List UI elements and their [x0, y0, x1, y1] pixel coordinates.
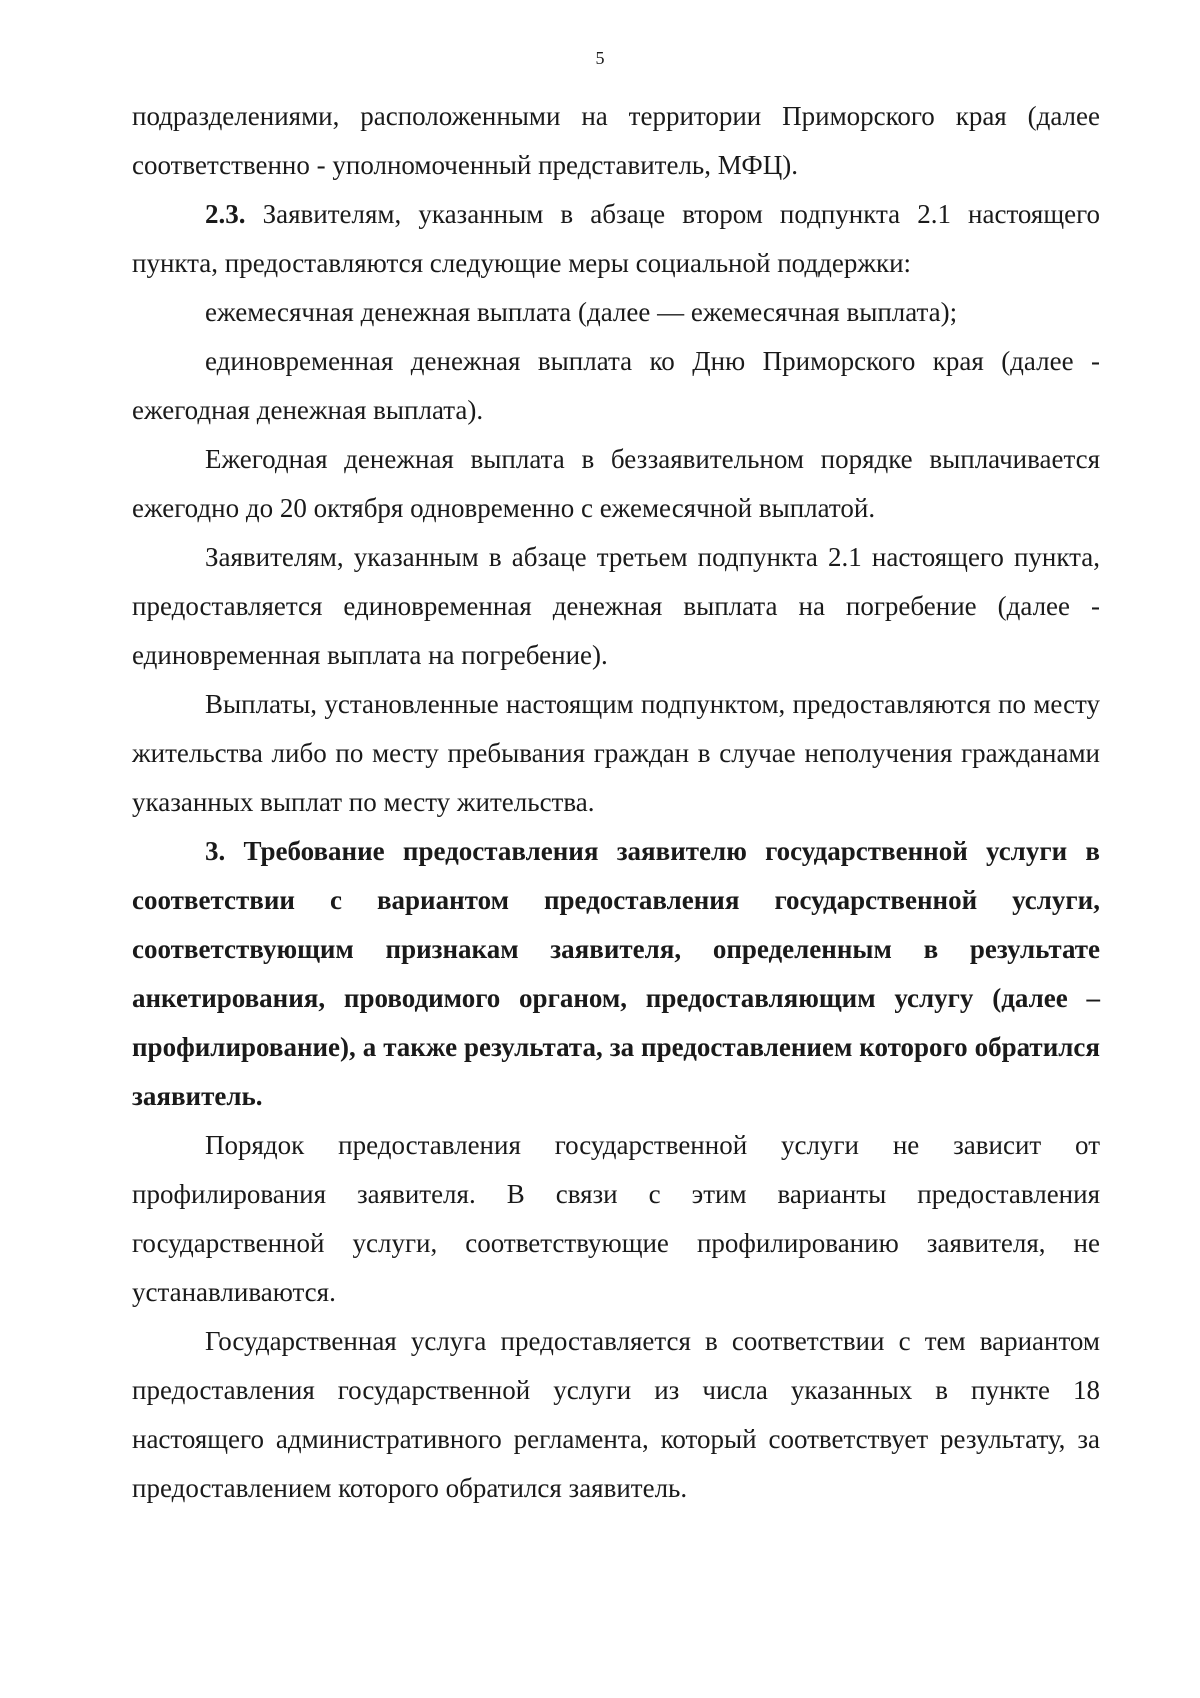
paragraph-payment-location: Выплаты, установленные настоящим подпунктом, предоставляются по месту жительства либо по месту пребывания граждан в случае неполучения гражданами указанных выплат по месту жительства. [132, 689, 1100, 817]
paragraph-burial-payment: Заявителям, указанным в абзаце третьем подпункта 2.1 настоящего пункта, предоставляется единовременная денежная выплата на погребение (далее - единовременная выплата на погребение). [132, 542, 1100, 670]
paragraph-2-3 [132, 190, 1100, 288]
paragraph-annual-payment: Ежегодная денежная выплата в беззаявительном порядке выплачивается ежегодно до 20 октября одновременно с ежемесячной выплатой. [132, 444, 1100, 523]
clause-text: Заявителям, указанным в абзаце втором подпункта 2.1 настоящего пункта, предоставляются следующие меры социальной поддержки: [132, 199, 1100, 278]
paragraph-one-time-payment: единовременная денежная выплата ко Дню Приморского края (далее - ежегодная денежная выплата). [132, 346, 1100, 425]
document-body [132, 92, 1100, 1513]
section-3-heading: 3. Требование предоставления заявителю государственной услуги в соответствии с вариантом предоставления государственной услуги, соответствующим признакам заявителя, определенным в результате анкетирования, проводимого органом, предоставляющим услугу (далее – профилирование), а также результата, за предоставлением которого обратился заявитель. [132, 836, 1100, 1111]
paragraph-monthly-payment: ежемесячная денежная выплата (далее — ежемесячная выплата); [205, 297, 958, 327]
paragraph-service-variant: Государственная услуга предоставляется в соответствии с тем вариантом предоставления государственной услуги из числа указанных в пункте 18 настоящего административного регламента, который соответствует результату, за предоставлением которого обратился заявитель. [132, 1326, 1100, 1503]
paragraph-continuation: подразделениями, расположенными на территории Приморского края (далее соответственно - уполномоченный представитель, МФЦ). [132, 101, 1100, 180]
page-number: 5 [595, 48, 605, 68]
paragraph-profiling: Порядок предоставления государственной услуги не зависит от профилирования заявителя. В связи с этим варианты предоставления государственной услуги, соответствующие профилированию заявителя, не устанавливаются. [132, 1130, 1100, 1307]
clause-number: 2.3. [205, 199, 246, 229]
